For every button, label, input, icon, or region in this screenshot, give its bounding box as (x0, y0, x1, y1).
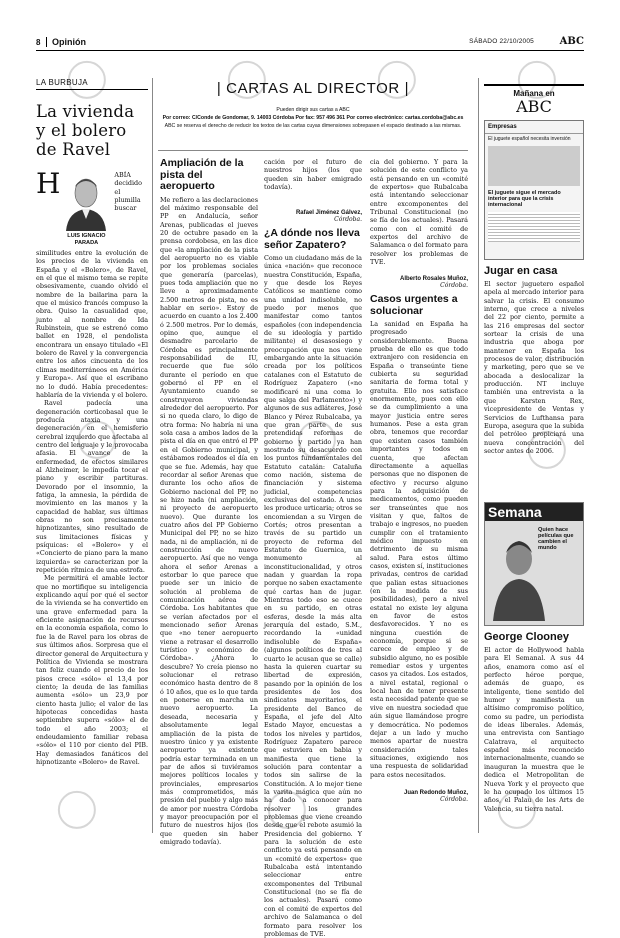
story-title: Jugar en casa (484, 265, 558, 277)
letters-column-1 (160, 158, 258, 846)
portrait-caption: LUIS IGNACIO PARADA (67, 233, 106, 246)
column-kicker: LA BURBUJA (36, 78, 148, 90)
title-line-1: La vivienda (36, 102, 135, 121)
header-separator (46, 37, 47, 47)
cover-portrait (489, 531, 549, 621)
page-number: 8 (36, 38, 41, 47)
column-la-burbuja (36, 78, 148, 766)
section-rule (158, 150, 468, 151)
section-name: Opinión (52, 37, 86, 47)
title-line-2: y el bolero (36, 121, 127, 140)
letters-column-3 (370, 158, 468, 803)
letter-signature: Juan Redondo Muñoz, (404, 790, 468, 796)
column-title (36, 102, 148, 159)
letter-body: Como un ciudadano más de la única «nación» que reconoce nuestra Constitución, España, y que desde los Reyes Católicos se mantiene como una unidad indisoluble, no puedo por menos que manifestar como tantos españoles (con independencia de su ideología y partido militante) el desasosiego y preocupación que nos viene embargando ante la situación creada por los políticos catalanes con el Estatuto de Rodríguez Zapatero («no modificaré ni una coma lo que salga del Parlamento») y algunos de sus adláteres, José Blanco y Pérez Rubalcaba, ya que gran parte de sus pretendidas reformas de gobierno y partido ya han mostrado su desacuerdo con los puntos fundamentales del Estatuto catalán: Cataluña como nación, sistema de financiación y sistema judicial, competencias exclusivas del estado. A unos les produce urticaria; otros se encomiendan a su Virgen de Cortés; otros presentan a través de su partido un proyecto de reforma del Estatuto de Guernica, un monumento al inconstitucionalidad, y otros nadan y guardan la ropa porque no saben exactamente qué cartas han de jugar. Mientras todo eso se cuece en su partido, en otras esferas, desde la más alta jerarquía del estado, S.M., recordando la «unidad indisoluble de España» (algunos políticos de tres al cuarto le acusan que se calle) hasta la quieren cuartar su libertad de expresión, pasando por la opinión de los presidentes de los dos sindicatos mayoritarios, el presidente del Banco de España, el jefe del Alto Estado Mayor, encuestas a todos los niveles y partidos, Rodríguez Zapatero parece que estuviera en babia y manifiesta que tiene la solución para contentar a todos sin salirse de la Constitución. A lo mejor tiene la varita mágica que aún no ha dado a conocer para resolver los grandes problemas que viene creando desde que el rebote asumió la Presidencia del gobierno. Y para la solución de este conflicto ya está pensando en un «comité de expertos» que Rubalcaba está intentando seleccionar entre excomponentes del Tribunal Constitucional (no se fía de los actuales). Pasará como con el comité de expertos del archivo de Salamanca o del formato para resolver los problemas de TVE. (264, 254, 362, 938)
tomorrow-heading: Mañana en (484, 84, 584, 98)
column-body (36, 167, 148, 766)
tomorrow-brand: ABC (516, 97, 552, 116)
contact-line-2: Por correo: C/Conde de Gondomar, 9. 14003 Córdoba Por fax: 957 496 361 Por correo electrónico: cartas.cordoba@abc.es (162, 115, 464, 121)
thumbnail-text-lines (488, 212, 580, 242)
author-photo (62, 173, 110, 231)
thumbnail-photo (488, 146, 580, 186)
abc-watermark-icon (50, 783, 108, 841)
tomorrow-column (484, 84, 584, 816)
letter-city: Córdoba. (334, 216, 362, 223)
section-subtitle (158, 106, 468, 130)
title-line-3: de Ravel (36, 140, 111, 159)
column-paragraph-3: Me permitirá el amable lector que no mortifique su inteligencia explicando aquí por qué el sector de la vivienda se ha convertido en una grave enfermedad para la eficiente asignación de recursos en la economía española, como lo fue la de Ravel para los obras de sus últimos años. Sorpresa que el director general de Arquitectura y Política de Vivienda se mostrara tan feliz cuando el precio de los pisos crece «sólo» el 13,4 por ciento; la deuda de las familias aumenta «sólo» un 23,9 por ciento hasta julio; el valor de las hipotecas concedidas hasta septiembre supera «sólo» el de todo el año 2003; el endeudamiento familiar rebasa «sólo» el 110 por ciento del PIB. Hay demasiados fanáticos del hipnotizante «Bolero» de Ravel. (36, 574, 148, 766)
letter-continuation: cia del gobierno. Y para la solución de este conflicto ya está pensando en un «comité de expertos» que Rubalcaba está intentando seleccionar entre excomponentes del Tribunal Constitucional (no se fía de los actuales). Pasará como con el comité de expertos del archivo de Salamanca o del formato para resolver los problemas de TVE. (370, 158, 468, 267)
letter-title: ¿A dónde nos lleva señor Zapatero? (264, 227, 360, 251)
contact-line-1: Pueden dirigir sus cartas a ABC (276, 107, 350, 113)
header-brand: ABC (559, 36, 584, 47)
semanal-cover-thumbnail (484, 502, 584, 626)
semanal-tagline: Quien hace películas que cambien el mundo (538, 527, 574, 551)
thumbnail-headline: El juguete español necesita inversión (488, 136, 571, 142)
letter-title: Casos urgentes a solucionar (370, 293, 458, 317)
letter-title: Ampliación de la pista del aeropuerto (160, 157, 244, 192)
letter-signature: Rafael Jiménez Gálvez, (295, 210, 362, 216)
contact-line-3: ABC se reserva el derecho de reducir los textos de las cartas cuyas dimensiones sobrepasen el espacio destinado a las mismas. (164, 123, 462, 129)
header-date: SÁBADO 22/10/2005 (469, 38, 534, 45)
column-paragraph-1: ABÍA decidido el plumilla buscar similitudes entre la evolución de los precios de la vivienda en España y el «Bolero», de Ravel, en el que el mismo tema se repite obsesivamente, cuando olvidó el nombre de la bailarina para la que el músico francés compuso la obra. Quiso la casualidad que, junto al nombre de Ida Rubinstein, que se estrenó como ballet en 1928, el pendolista encontrara un ensayo titulado «El bolero de Ravel y la convergencia entre los años cincuenta de los climas mediterráneos en América y Europa». Así que el escribano no lo dudó. Había precedentes: hablaría de la vivienda y el bolero. (36, 171, 148, 399)
column-divider (152, 78, 153, 833)
column-paragraph-2: Ravel padecía una degeneración corticobasal que le producía ataxia y una degeneración en el hemisferio cerebral izquierdo que afectaba al centro del lenguaje y le provocaba afasia. El avance de la enfermedad, de efectos similares al Alzheimer, le impedía tocar el piano y escribir partituras. Devorado por el insomnio, la fatiga, la amnesia, la pérdida de movimiento en las manos y la capacidad de hablar, sus últimas obras no son precisamente hipnotizantes, sino resultado de sus limitaciones físicas y psíquicas: el «Bolero» y el «Concierto de piano para la mano izquierda» se caracterizan por la repetición rítmica de una estrofa. (36, 399, 148, 575)
thumbnail-subheadline: El juguete sigue el mercado interior para que la crisis internacional (488, 190, 561, 208)
drop-cap: H (36, 167, 61, 200)
section-title: | CARTAS AL DIRECTOR | (216, 80, 410, 97)
story-body: El sector juguetero español apela al mercado interior para salvar la crisis. El consumo interno, que crece a niveles del 22 por ciento, permite a las 216 empresas del sector sortear la crisis de una industria que aboga por mantener en España los procesos de valor, distribución y marketing, pero que se ve abocada a deslocalizar la producción. NT incluye también una entrevista a la que Karsten Rex, vicepresidente de Ventas y Servicios de Lufthansa para Europa, asegura que la subida del petróleo propiciará una nueva concentración del sector antes de 2006. (484, 280, 584, 455)
letter-city: Córdoba. (440, 282, 468, 289)
letter-continuation: cación por el futuro de nuestros hijos (los que queden sin haber emigrado todavía). (264, 158, 362, 192)
letter-body: Me refiero a las declaraciones del máximo responsable del PP en Andalucía, señor Arenas, publicadas el jueves 20 de octubre pasado en la prensa cordobesa, en las dice que «la ampliación de la pista del aeropuerto no es viable por los problemas sociales que generaría (parcelas), pues toda ampliación que no lleve a aproximadamente 2.500 metros de pista, no es hablar en serio». Estoy de acuerdo en cuanto a los 2.400 ó 2.500 metros. Por lo demás, opino que, aunque el desmadre parcelario de Córdoba es principalmente responsabilidad de IU, recuerde que fue sólo durante el período en que gobernó el PP en el Ayuntamiento cuando se construyeron viviendas alrededor del aeropuerto. Por si no queda claro, lo digo de otra forma: No habría ni una sola casa a ambos lados de la pista el día en que entró el PP en el Gobierno municipal, y estábamos rodeados el día en que se fue. Además, hay que recordar al señor Arenas que durante los ocho años de Gobierno nacional del PP, no se hizo nada (ni ampliación, ni proyecto de aeropuerto nuevo). Que durante los cuatro años del PP Gobierno Municipal del PP, no se hizo nada, ni de ampliación, ni de construcción de nuevo aeropuerto. Así que no venga ahora el señor Arenas a estorbar lo que parece que puede ser un inicio de solución al problema de comunicación aérea de Córdoba. Los habitantes que se verían afectados por el mencionado señor Arenas que «no tener aeropuerto viene a retrasar el desarrollo turístico y económico de Córdoba». ¿Ahora lo descubre? Yo creía pienso no solucionar el retraso económico hasta dentro de 8 ó 10 años, que es lo que tarda en ponerse en marcha un nuevo aeropuerto. La deseada, necesaria y absolutamente legal ampliación de la pista de nuestro único y ya existente aeropuerto ya existente podría estar terminada en un par de años si tuviéramos mejores políticos locales y provinciales, empresarios más comprometidos, más presión del pueblo y algo más de amor por nuestra Córdoba y mayor preocupación por el futuro de nuestros hijos (los que queden sin haber emigrado todavía). (160, 195, 258, 846)
letters-column-2 (264, 158, 362, 938)
thumbnail-label: Empresas (485, 121, 583, 134)
semanal-masthead: Semana (485, 503, 583, 521)
page-header (36, 36, 584, 51)
author-portrait (62, 173, 110, 247)
letter-signature: Alberto Rosales Muñoz, (399, 276, 468, 282)
story-title: George Clooney (484, 631, 569, 643)
letter-body: La sanidad en España ha progresado considerablemente. Buena prueba de ello es que todo extranjero con residencia en España o transeúnte tiene cubierta su seguridad sanitaria de forma total y gratuita. Ello nos satisface enormemente, pues con ello se da cumplimiento a una mayor justicia entre seres humanos. Pese a esta gran obra, tenemos que recordar que existen casos también importantes y todos en cuenta, que afectan directamente a aquellas personas que no disponen de efectivo y recurso alguno para la adquisición de medicamentos, como pueden ser transeúntes que nos visitan y que, faltos de trabajo e ingresos, no pueden cumplir con el tratamiento médico impuesto en detrimento de su misma salud. Para estos último casos, existen sí, instituciones privadas, centros de caridad que palian estas situaciones (en la medida de sus posibilidades), pero a nivel estatal no existe ley alguna en favor de estos desfavorecidos. Y no es ninguna cuestión de economía, porque si se carece de empleo y de subsidio alguno, no es posible remediar estos y urgentes casos ya citados. Los estados, a nivel estatal, regional o local han de tener presente esta necesidad patente que se vive en nuestra sociedad que aún sigue llamándose progre y democrática. No podemos dejar a un lado y mucho menos apartar de nuestra consideración tales situaciones, exigiendo nos una respuesta de solidaridad para estos necesitados. (370, 320, 468, 779)
supplement-thumbnail (484, 120, 584, 260)
letter-city: Córdoba. (440, 796, 468, 803)
story-body: El actor de Hollywood habla para El Semanal. A sus 44 años, enamora como así el perfecto héroe porque, además de guapo, es inteligente, tiene sentido del humor y manifiesta un altísimo compromiso político, como su padre, un periodista de ideas liberales. Además, una entrevista con Santiago Calatrava, el arquitecto español más reconocido internacionalmente, cuando se inauguran la muestra que le dedica el Metropolitan de Nueva York y el proyecto que le ha ocupado los últimos 15 años, el Palau de les Arts de Valencia, su tierra natal. (484, 646, 584, 813)
column-divider (478, 78, 479, 833)
